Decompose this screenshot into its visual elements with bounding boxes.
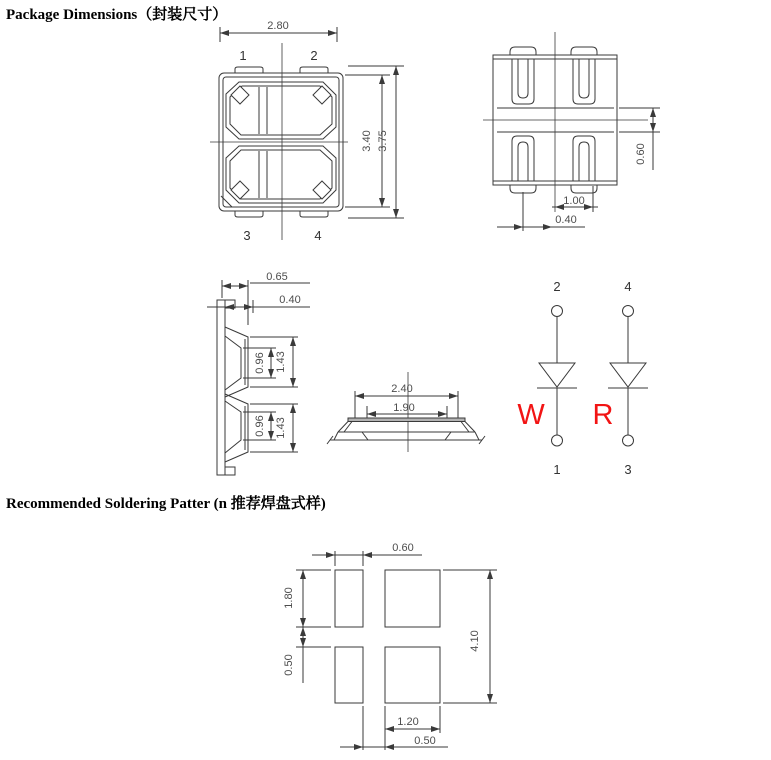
anode-pin-label: 4 <box>624 279 632 294</box>
dim-center-gap <box>619 108 660 170</box>
soldering-pattern-title: Recommended Soldering Patter (n 推荐焊盘式样) <box>6 496 326 512</box>
dim-total-thickness-label: 0.65 <box>266 271 288 283</box>
pad-bottom-left <box>335 647 363 703</box>
red-led-label: R <box>592 399 614 431</box>
dim-pad-length <box>552 186 598 212</box>
body-profile <box>338 422 475 433</box>
solder-feet <box>334 432 479 440</box>
pin-2-label: 2 <box>310 48 318 63</box>
page-title: Package Dimensions（封装尺寸） <box>6 7 228 23</box>
dim-total-height <box>348 66 404 218</box>
dim-cavity-bottom-inner-label: 0.96 <box>254 415 266 437</box>
dim-column-gap-label: 0.50 <box>414 735 436 747</box>
dim-small-pad-width-label: 0.60 <box>392 542 414 554</box>
seating-plane <box>327 436 485 444</box>
dim-width-label: 2.80 <box>267 20 289 32</box>
cathode-terminal <box>623 435 634 446</box>
dim-pad-height <box>283 570 331 627</box>
dim-top-width-label: 1.90 <box>393 402 415 414</box>
dim-center-gap-label: 0.60 <box>635 143 647 165</box>
dim-body-height-label: 3.40 <box>361 130 373 152</box>
cathode-terminal <box>552 435 563 446</box>
reflector-cups <box>225 327 248 462</box>
dim-large-pad-width-label: 1.20 <box>397 716 419 728</box>
anode-pin-label: 2 <box>553 279 561 294</box>
diode-triangle <box>610 363 646 387</box>
side-view <box>207 271 310 475</box>
dim-cavity-top-outer-label: 1.43 <box>275 351 287 373</box>
red-led-symbol <box>593 279 648 477</box>
pad-top-right <box>385 570 440 627</box>
front-view <box>327 372 485 452</box>
white-led-symbol <box>517 279 577 477</box>
cathode-pin-label: 1 <box>553 462 561 477</box>
cathode-pin-label: 3 <box>624 462 632 477</box>
bottom-tab <box>225 467 235 475</box>
dim-pad-length-label: 1.00 <box>563 195 585 207</box>
white-led-label: W <box>517 399 545 431</box>
circuit-diagram <box>517 279 648 477</box>
pin-1-label: 1 <box>239 48 247 63</box>
pin-3-label: 3 <box>243 228 251 243</box>
top-view <box>210 20 404 243</box>
dim-base-width-label: 2.40 <box>391 383 413 395</box>
dim-row-gap-label: 0.50 <box>283 654 295 676</box>
pad-bottom-right <box>385 647 440 703</box>
dim-step-depth-label: 0.40 <box>279 294 301 306</box>
dim-row-gap <box>283 627 331 683</box>
dim-small-pad-width <box>312 542 422 566</box>
dim-total-height <box>443 570 497 703</box>
pad-top-left <box>335 570 363 627</box>
solder-pattern <box>283 542 497 750</box>
dim-total-height-label: 3.75 <box>377 130 389 152</box>
dim-total-height-label: 4.10 <box>469 630 481 652</box>
dim-width <box>220 20 337 42</box>
diode-triangle <box>539 363 575 387</box>
cavity-top-corner-diamonds <box>231 86 331 104</box>
dim-top-width <box>367 402 447 419</box>
pin-4-label: 4 <box>314 228 322 243</box>
dim-cavity-top-inner-label: 0.96 <box>254 352 266 374</box>
back-view <box>483 32 660 231</box>
dim-cavity-bottom-outer-label: 1.43 <box>275 417 287 439</box>
anode-terminal <box>623 306 634 317</box>
cavity-bottom-corner-diamonds <box>231 181 331 199</box>
substrate-plate <box>217 300 225 475</box>
anode-terminal <box>552 306 563 317</box>
top-face <box>348 418 465 422</box>
dim-pad-width-label: 0.40 <box>555 214 577 226</box>
dim-pad-height-label: 1.80 <box>283 587 295 609</box>
